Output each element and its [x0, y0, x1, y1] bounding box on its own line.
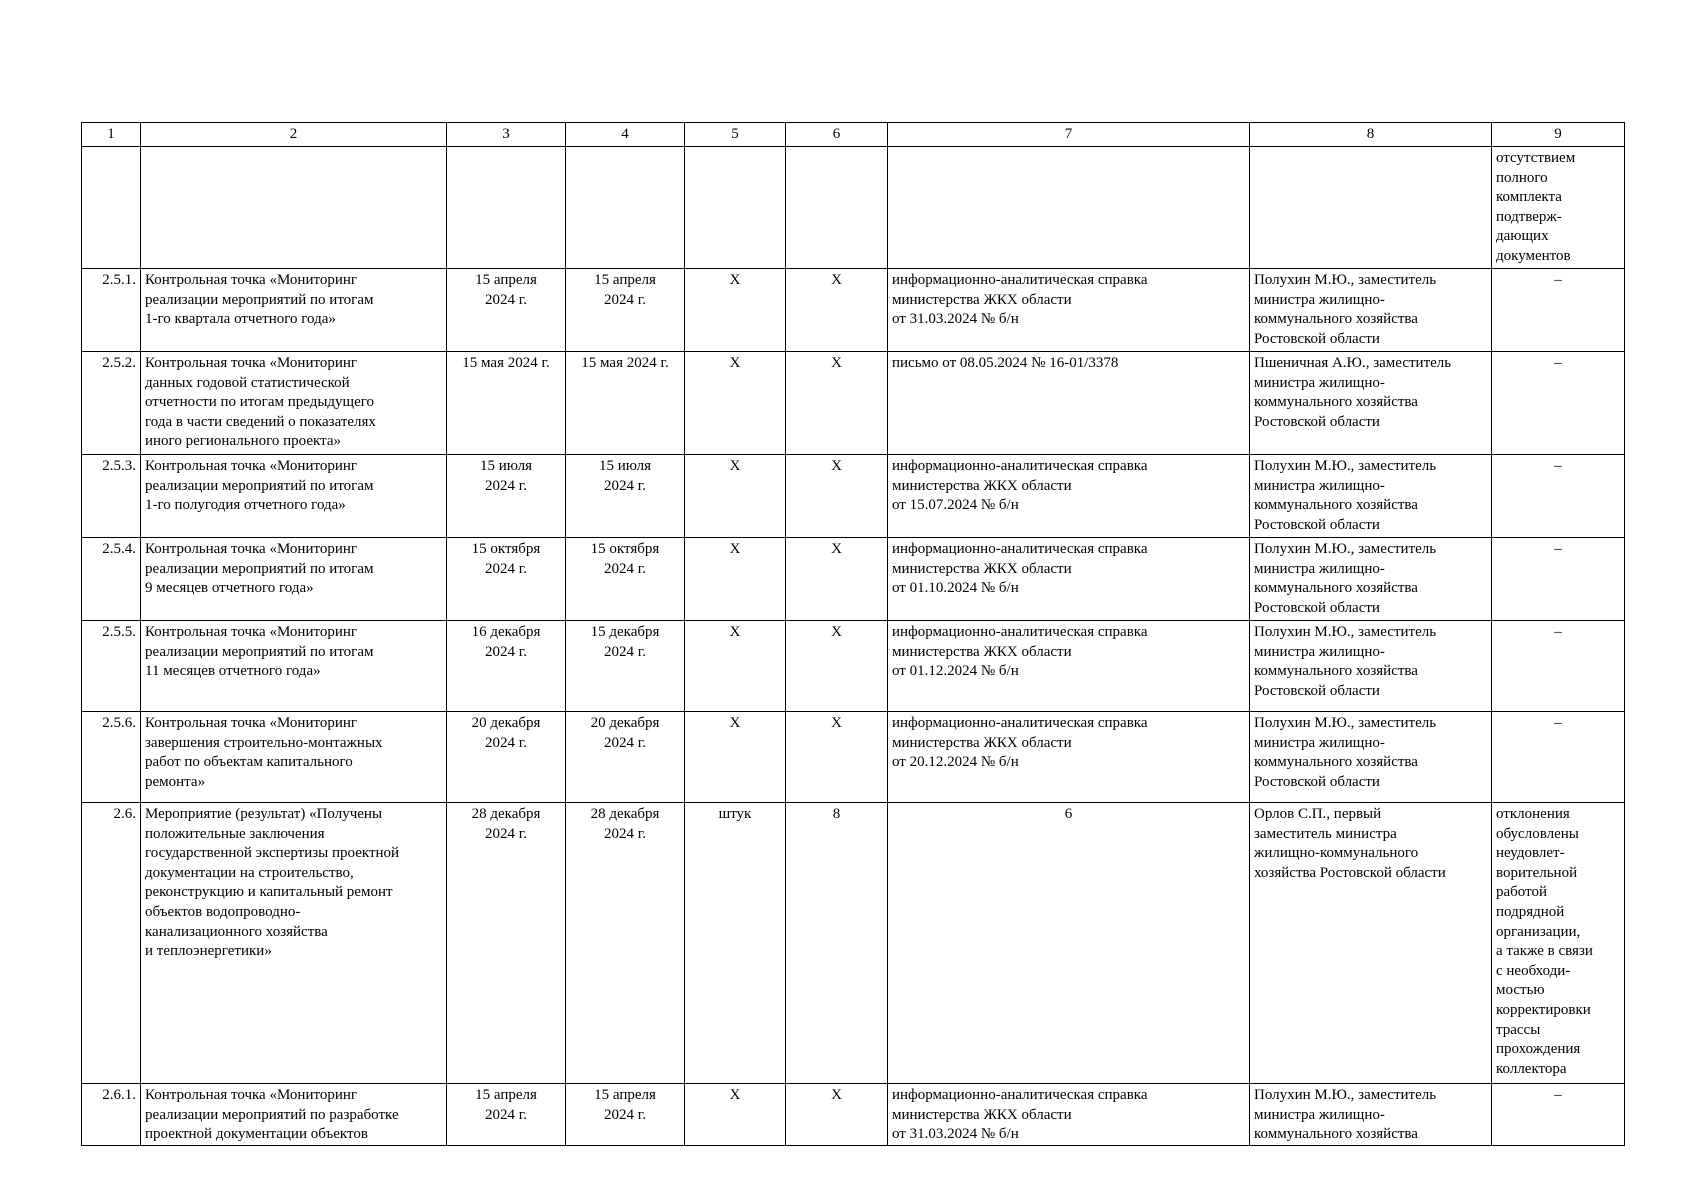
table-cell-2: Мероприятие (результат) «Получены положительные заключения государственной экспертизы проектной документации на строительство, реконструкцию и капитальный ремонт объектов водопроводно- канализационного хозяйства и теплоэнергетики» [141, 803, 447, 1084]
table-cell-3: 15 апреля 2024 г. [447, 269, 566, 352]
table-cell-8: Полухин М.Ю., заместитель министра жилищно- коммунального хозяйства Ростовской области [1250, 712, 1492, 803]
table-row [82, 269, 1625, 352]
table-cell-2: Контрольная точка «Мониторинг завершения строительно-монтажных работ по объектам капитального ремонта» [141, 712, 447, 803]
table-cell-2: Контрольная точка «Мониторинг данных годовой статистической отчетности по итогам предыдущего года в части сведений о показателях иного регионального проекта» [141, 352, 447, 455]
table-cell-4: 15 апреля 2024 г. [566, 269, 685, 352]
table-cell-5: X [685, 269, 786, 352]
table-cell-6 [786, 147, 888, 269]
table-cell-8: Полухин М.Ю., заместитель министра жилищно- коммунального хозяйства [1250, 1084, 1492, 1146]
table-cell-8: Полухин М.Ю., заместитель министра жилищно- коммунального хозяйства Ростовской области [1250, 269, 1492, 352]
table-cell-7: информационно-аналитическая справка министерства ЖКХ области от 15.07.2024 № б/н [888, 455, 1250, 538]
table-cell-2: Контрольная точка «Мониторинг реализации мероприятий по итогам 1-го полугодия отчетного года» [141, 455, 447, 538]
table-cell-9: – [1492, 712, 1625, 803]
table-cell-1: 2.6.1. [82, 1084, 141, 1146]
table-cell-1: 2.5.3. [82, 455, 141, 538]
table-cell-4: 15 мая 2024 г. [566, 352, 685, 455]
table-cell-5: X [685, 712, 786, 803]
table-cell-1: 2.5.6. [82, 712, 141, 803]
table-cell-4 [566, 147, 685, 269]
table-cell-3: 15 апреля 2024 г. [447, 1084, 566, 1146]
table-cell-6: X [786, 455, 888, 538]
table-cell-5 [685, 147, 786, 269]
table-row [82, 712, 1625, 803]
table-cell-9: – [1492, 352, 1625, 455]
table-cell-3: 16 декабря 2024 г. [447, 621, 566, 712]
table-cell-1 [82, 147, 141, 269]
table-cell-6: X [786, 712, 888, 803]
table-cell-8: Полухин М.Ю., заместитель министра жилищно- коммунального хозяйства Ростовской области [1250, 455, 1492, 538]
table-cell-7: информационно-аналитическая справка министерства ЖКХ области от 01.10.2024 № б/н [888, 538, 1250, 621]
table-cell-7 [888, 147, 1250, 269]
table-cell-6: X [786, 1084, 888, 1146]
table-row [82, 538, 1625, 621]
table-row [82, 455, 1625, 538]
table-cell-1: 2.5.5. [82, 621, 141, 712]
table-cell-9: – [1492, 621, 1625, 712]
table-cell-8: Полухин М.Ю., заместитель министра жилищно- коммунального хозяйства Ростовской области [1250, 538, 1492, 621]
table-cell-4: 15 апреля 2024 г. [566, 1084, 685, 1146]
table-cell-1: 2.5.2. [82, 352, 141, 455]
table-cell-2: Контрольная точка «Мониторинг реализации мероприятий по разработке проектной документации объектов [141, 1084, 447, 1146]
column-number: 5 [685, 123, 786, 147]
table-cell-4: 15 декабря 2024 г. [566, 621, 685, 712]
table-cell-4: 15 июля 2024 г. [566, 455, 685, 538]
table-cell-1: 2.5.1. [82, 269, 141, 352]
table-cell-4: 15 октября 2024 г. [566, 538, 685, 621]
table-cell-7: информационно-аналитическая справка министерства ЖКХ области от 01.12.2024 № б/н [888, 621, 1250, 712]
report-table [81, 122, 1625, 1146]
header-row [82, 123, 1625, 147]
table-cell-9: – [1492, 1084, 1625, 1146]
table-cell-6: X [786, 621, 888, 712]
table-row [82, 147, 1625, 269]
column-number: 3 [447, 123, 566, 147]
table-cell-3: 20 декабря 2024 г. [447, 712, 566, 803]
table-cell-3: 15 октября 2024 г. [447, 538, 566, 621]
table-cell-8: Орлов С.П., первый заместитель министра жилищно-коммунального хозяйства Ростовской области [1250, 803, 1492, 1084]
table-cell-9: – [1492, 269, 1625, 352]
table-cell-8: Пшеничная А.Ю., заместитель министра жилищно- коммунального хозяйства Ростовской области [1250, 352, 1492, 455]
table-cell-2 [141, 147, 447, 269]
table-cell-5: штук [685, 803, 786, 1084]
table-cell-4: 20 декабря 2024 г. [566, 712, 685, 803]
column-number: 6 [786, 123, 888, 147]
table-cell-7: информационно-аналитическая справка министерства ЖКХ области от 20.12.2024 № б/н [888, 712, 1250, 803]
column-number: 1 [82, 123, 141, 147]
table-cell-8 [1250, 147, 1492, 269]
table-cell-7: информационно-аналитическая справка министерства ЖКХ области от 31.03.2024 № б/н [888, 269, 1250, 352]
table-cell-4: 28 декабря 2024 г. [566, 803, 685, 1084]
column-number: 8 [1250, 123, 1492, 147]
table-cell-9: отклонения обусловлены неудовлет- ворительной работой подрядной организации, а также в связи с необходи- мостью корректировки трассы прохождения коллектора [1492, 803, 1625, 1084]
table-cell-7: 6 [888, 803, 1250, 1084]
table-cell-3: 28 декабря 2024 г. [447, 803, 566, 1084]
table-cell-3: 15 июля 2024 г. [447, 455, 566, 538]
table-row [82, 1084, 1625, 1146]
table-cell-6: X [786, 538, 888, 621]
table-cell-9: – [1492, 455, 1625, 538]
table-cell-9: отсутствием полного комплекта подтверж- дающих документов [1492, 147, 1625, 269]
table-cell-8: Полухин М.Ю., заместитель министра жилищно- коммунального хозяйства Ростовской области [1250, 621, 1492, 712]
table-cell-1: 2.5.4. [82, 538, 141, 621]
table-cell-1: 2.6. [82, 803, 141, 1084]
table-row [82, 803, 1625, 1084]
column-number: 9 [1492, 123, 1625, 147]
column-number: 2 [141, 123, 447, 147]
column-number: 7 [888, 123, 1250, 147]
table-cell-3 [447, 147, 566, 269]
column-number: 4 [566, 123, 685, 147]
table-cell-2: Контрольная точка «Мониторинг реализации мероприятий по итогам 11 месяцев отчетного года» [141, 621, 447, 712]
table-cell-5: X [685, 621, 786, 712]
table-cell-5: X [685, 455, 786, 538]
table-cell-5: X [685, 538, 786, 621]
table-cell-3: 15 мая 2024 г. [447, 352, 566, 455]
table-cell-2: Контрольная точка «Мониторинг реализации мероприятий по итогам 9 месяцев отчетного года» [141, 538, 447, 621]
table-cell-7: письмо от 08.05.2024 № 16-01/3378 [888, 352, 1250, 455]
table-cell-2: Контрольная точка «Мониторинг реализации мероприятий по итогам 1-го квартала отчетного года» [141, 269, 447, 352]
table-row [82, 621, 1625, 712]
table-cell-5: X [685, 1084, 786, 1146]
table-cell-5: X [685, 352, 786, 455]
table-cell-6: X [786, 269, 888, 352]
table-cell-9: – [1492, 538, 1625, 621]
table-cell-6: 8 [786, 803, 888, 1084]
table-cell-6: X [786, 352, 888, 455]
table-row [82, 352, 1625, 455]
table-cell-7: информационно-аналитическая справка министерства ЖКХ области от 31.03.2024 № б/н [888, 1084, 1250, 1146]
